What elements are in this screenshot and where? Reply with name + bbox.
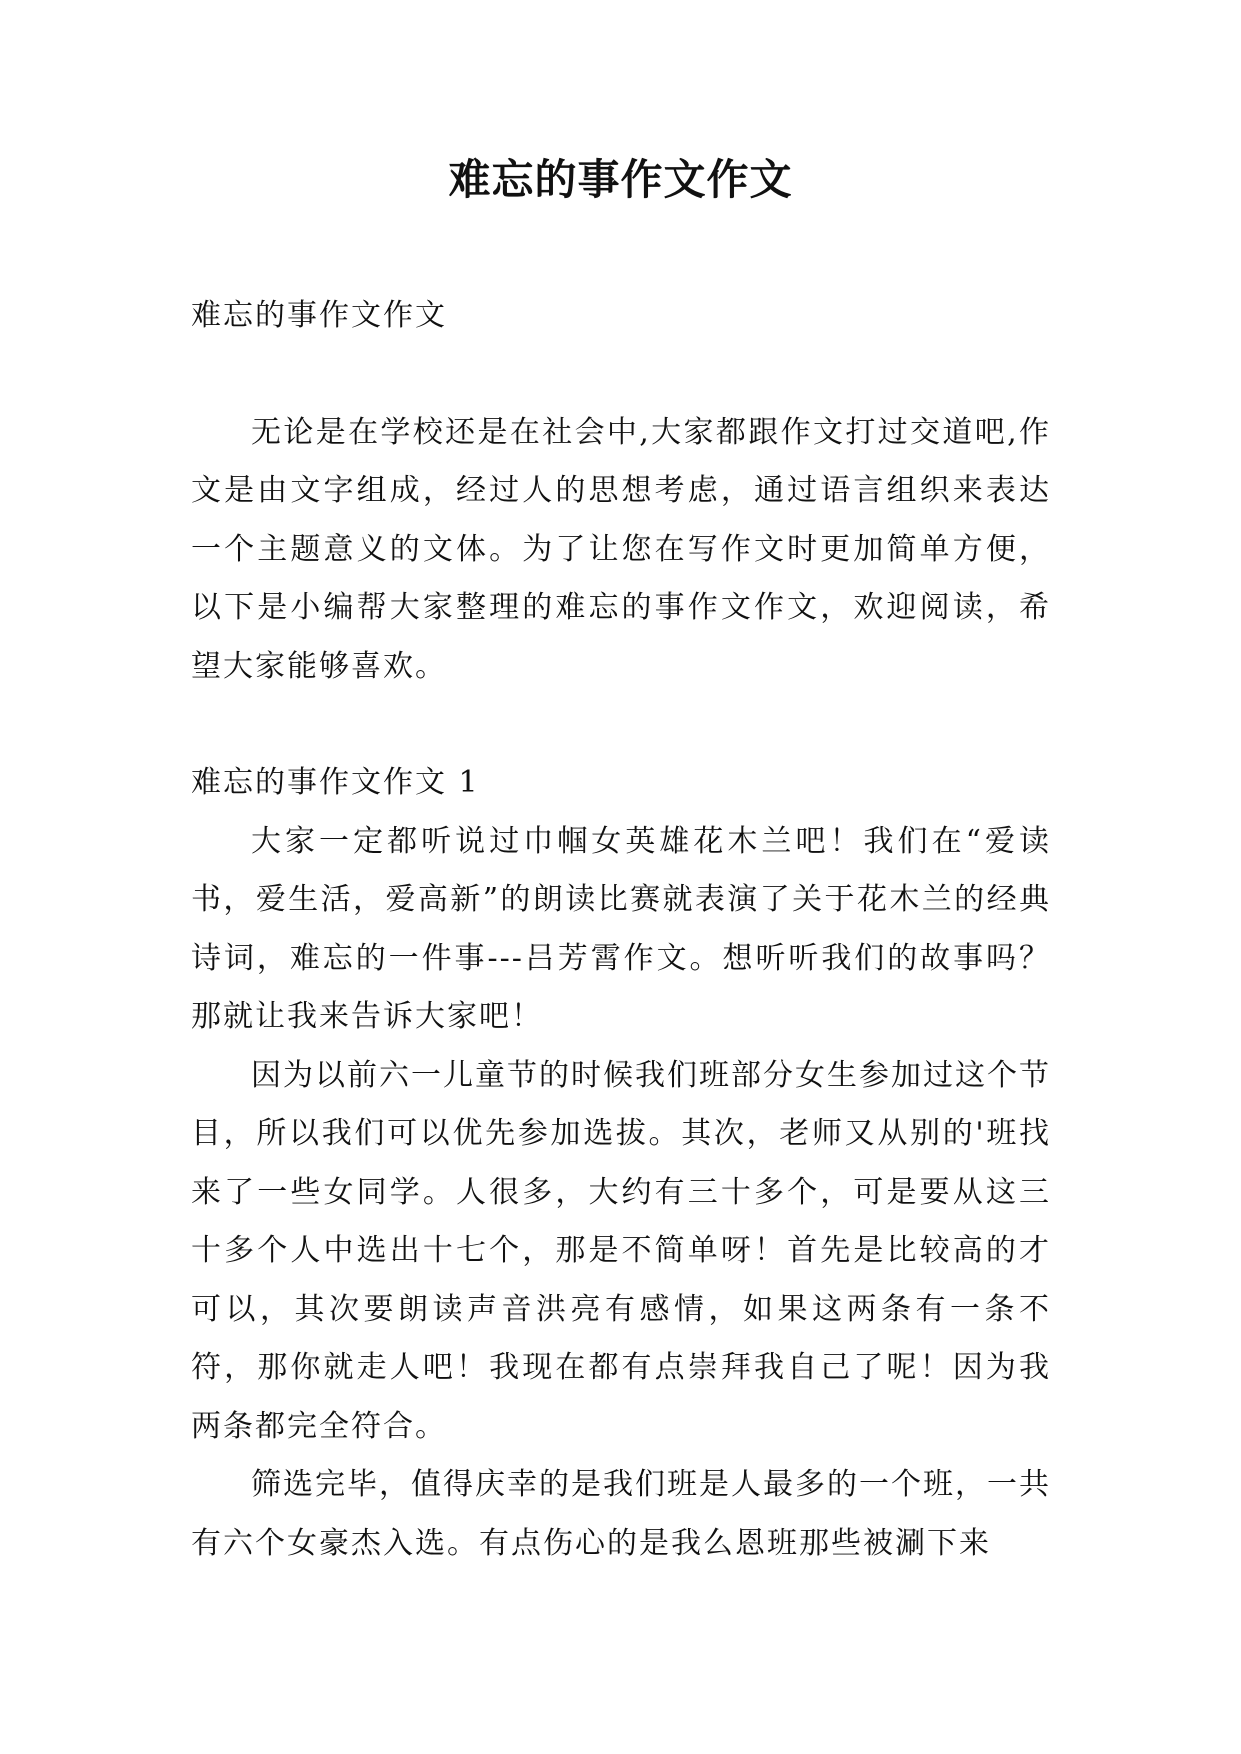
body-paragraph-2: 因为以前六一儿童节的时候我们班部分女生参加过这个节目，所以我们可以优先参加选拔。其次，老师又从别的'班找来了一些女同学。人很多，大约有三十多个，可是要从这三十多个人中选出十七个，那是不简单呀！首先是比较高的才可以，其次要朗读声音洪亮有感情，如果这两条有一条不符，那你就走人吧！我现在都有点崇拜我自己了呢！因为我两条都完全符合。 — [191, 1057, 1051, 1444]
intro-paragraph: 无论是在学校还是在社会中,大家都跟作文打过交道吧,作文是由文字组成，经过人的思想考虑，通过语言组织来表达一个主题意义的文体。为了让您在写作文时更加简单方便，以下是小编帮大家整理的难忘的事作文作文，欢迎阅读，希望大家能够喜欢。 — [191, 414, 1051, 684]
document-body — [191, 287, 1051, 1573]
spacer — [191, 696, 1051, 754]
document-subtitle: 难忘的事作文作文 — [191, 298, 447, 333]
document-title: 难忘的事作文作文 — [448, 155, 793, 204]
body-paragraph-3: 筛选完毕，值得庆幸的是我们班是人最多的一个班，一共有六个女豪杰入选。有点伤心的是我么恩班那些被涮下来 — [191, 1467, 1051, 1561]
spacer — [191, 346, 1051, 404]
body-paragraph-1: 大家一定都听说过巾帼女英雄花木兰吧！我们在“爱读书，爱生活，爱高新”的朗读比赛就表演了关于花木兰的经典诗词，难忘的一件事---吕芳霄作文。想听听我们的故事吗？那就让我来告诉大家吧！ — [191, 823, 1051, 1034]
section-heading: 难忘的事作文作文 1 — [191, 765, 480, 800]
